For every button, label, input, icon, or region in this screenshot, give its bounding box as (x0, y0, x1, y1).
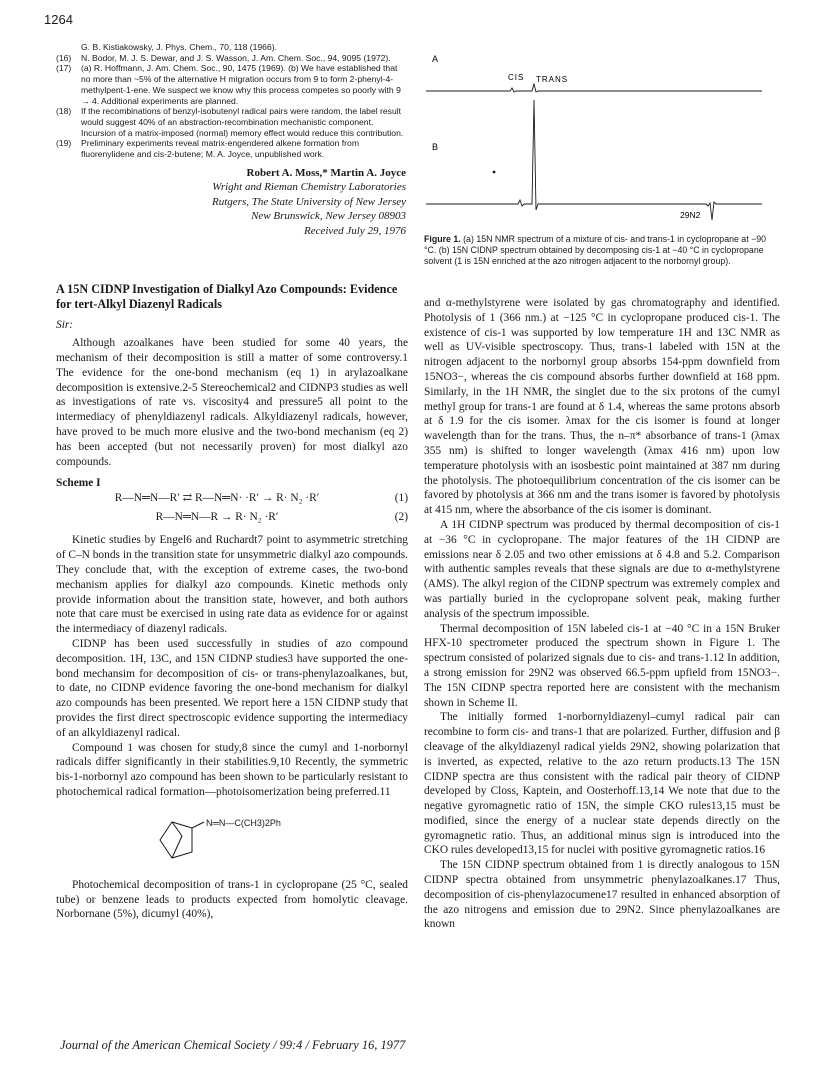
paragraph: Although azoalkanes have been studied for some 40 years, the mechanism of their decomposition is still a matter of some controversy.1 The evidence for the one-bond mechanism (eq 1) in arylazoalkane decomposition is extensive.2-5 Stereochemical2 and CIDNP3 studies as well as investigations of rate vs. viscosity4 and pressure5 all point to the intermediacy of phenyldiazenyl radicals. Alkyldiazenyl radicals, however, have proved to be much more elusive and the two-bond mechanism (eq 2) has been accepted (but not necessarily proven) for most dialkyl azo compounds. (56, 337, 408, 468)
journal-footer: Journal of the American Chemical Society / 99:4 / February 16, 1977 (60, 1038, 406, 1052)
paragraph: Compound 1 was chosen for study,8 since the cumyl and 1-norbornyl radicals differ significantly in their stabilities.9,10 Recently, the symmetric bis-1-norbornyl azo compound has been shown to be particularly resistant to photochemical radical formation—photoisomerization being preferred.11 (56, 741, 408, 798)
cis-label: CIS (508, 73, 525, 82)
caption-text: (a) 15N NMR spectrum of a mixture of cis- and trans-1 in cyclopropane at −90 °C. (b) 15N CIDNP spectrum obtained by decomposing cis-1 at −40 °C in cyclopropane solvent (1 is 15N enriched at the azo nitrogen adjacent to the norbornyl group). (424, 234, 767, 266)
paragraph: Kinetic studies by Engel6 and Ruchardt7 point to asymmetric stretching of C–N bonds in the transition state for unsymmetric dialkyl azo compounds. They conclude that, with the exception of extreme cases, the two-bond mechanism applies for dialkyl azo compounds. Kinetic methods only provide information about the transition state, however, and both authors note that care must be exercised in using rate data as evidence for or against the intermediacy of diazenyl radicals. (56, 534, 408, 636)
salutation: Sir: (56, 319, 74, 332)
reference-item: G. B. Kistiakowsky, J. Phys. Chem., 70, 118 (1966). (81, 42, 277, 52)
reference-item: (17) (a) R. Hoffmann, J. Am. Chem. Soc., 90, 1475 (1969). (b) We have established that no more than ~5% of the alternative H migration occurs from 9 to form 2-phenyl-4-methylpent-1-ene. We suspect we know why this process competes so poorly with 9 → 4. Additional experiments are planned. (56, 63, 401, 106)
affiliation-line: Rutgers, The State University of New Jersey (212, 195, 406, 208)
noise-dot (493, 171, 496, 174)
nmr-spectrum-figure (424, 50, 780, 240)
paragraph: and α-methylstyrene were isolated by gas chromatography and identified. Photolysis of 1 (366 nm.) at −125 °C in cyclopropane produced cis-1. The existence of cis-1 was supported by low temperature 1H and 13C NMR as well as UV-visible spectroscopy. Thus, trans-1 labeled with 15N at the nitrogen adjacent to the norbornyl group absorbs 154-ppm downfield from 15NO3−, whereas the cis compound absorbs further downfield at 168 ppm. Similarly, in the 1H NMR, the singlet due to the six protons of the cumyl methyl group for trans-1 are found at δ 1.4, whereas the same protons absorb at δ 1.9 for the cis isomer. λmax for the cis isomer is found at longer wavelength than for the trans. Thus, the n–π* absorbance of trans-1 (λmax 355 nm) is shifted to longer wavelength (λmax 416 nm) upon low temperature photolysis with an isosbestic point maintained at 387 nm during the photolysis. The photoequilibrium concentration of the cis isomer can be favored by photolysis at 366 nm and the trans isomer is favored by photolysis at 415 nm, where the absorbance of the cis isomer is dominant. (424, 297, 780, 517)
chemical-structure (56, 806, 408, 868)
panel-a-label: A (432, 54, 439, 64)
equation-number: (2) (394, 511, 408, 524)
figure-caption (424, 234, 780, 267)
received-date: Received July 29, 1976 (303, 224, 406, 237)
caption-label: Figure 1. (424, 234, 461, 244)
norbornyl-structure-drawing (152, 810, 322, 866)
equation-number: (1) (394, 492, 408, 505)
equation-1 (56, 489, 408, 508)
reference-item: (19) Preliminary experiments reveal matrix-engendered alkene formation from fluorenylidene and cis-2-butene; M. A. Joyce, unpublished work. (56, 138, 359, 160)
paragraph: The 15N CIDNP spectrum obtained from 1 is directly analogous to 15N CIDNP spectra obtained from unsymmetric phenylazoalkanes.17 Thus, decomposition of cis-phenylazocumene17 resulted in enhanced absorption of the azo nitrogens and emission due to 29N2. Since phenylazoalkanes are known (424, 859, 780, 931)
author-names: Robert A. Moss,* Martin A. Joyce (246, 166, 406, 179)
n2-peak-label: 29N2 (680, 210, 701, 220)
spectrum-b (426, 100, 762, 220)
trans-label: TRANS (536, 75, 569, 84)
affiliation-line: Wright and Rieman Chemistry Laboratories (212, 181, 406, 194)
spectrum-a (426, 84, 762, 92)
equation-body: R—N═N—R′ ⇄ R—N═N· ·R′ → R· N₂ ·R′ (114, 492, 320, 505)
affiliation-line: New Brunswick, New Jersey 08903 (251, 210, 406, 223)
equation-body: R—N═N—R → R· N₂ ·R′ (155, 511, 279, 524)
paragraph: The initially formed 1-norbornyldiazenyl–cumyl radical pair can recombine to form cis- and trans-1 that are polarized. Further, diffusion and β cleavage of the alkyldiazenyl radical yields 29N2, showing polarization that is inverted, as expected, relative to the azo return products.13 The 15N CIDNP spectra are thus consistent with the radical pair theory of CIDNP developed by Closs, Kaptein, and Oosterhoff.13,14 We note that due to the negative gyromagnetic ratio of 15N, the simple CKO rules13,15 must be modified, since the energy of a nuclear state depends directly on the gyromagnetic ratio. Thus, an additional minus sign is introduced into the CKO rules developed13,15 for nuclei with positive gyromagnetic ratios.16 (424, 711, 780, 857)
paragraph: A 1H CIDNP spectrum was produced by thermal decomposition of cis-1 at −36 °C in cyclopropane. The major features of the 1H CIDNP are emissions near δ 2.05 and two other emissions at δ 4.8 and 5.2. Comparison with authentic samples reveals that these signals are due to α-methylstyrene (AMS). The alkyl region of the CIDNP spectrum was extremely complex and was partially buried in the cyclopropane solvent peak, making further analysis of the spectrum impossible. (424, 518, 780, 620)
reference-list (56, 42, 408, 160)
paragraph: Photochemical decomposition of trans-1 in cyclopropane (25 °C, sealed tube) or benzene leads to products expected from homolytic cleavage. Norbornane (5%), dicumyl (40%), (56, 878, 408, 921)
panel-b-label: B (432, 142, 439, 152)
reference-item: (18) If the recombinations of benzyl-isobutenyl radical pairs were random, the label result would suggest 40% of an abstraction-recombination mechanistic component. Incursion of a matrix-imposed (normal) memory effect would reduce this contribution. (56, 106, 404, 138)
scheme-title: Scheme I (56, 477, 101, 490)
article-title: A 15N CIDNP Investigation of Dialkyl Azo Compounds: Evidence for tert-Alkyl Diazenyl Radicals (56, 282, 398, 312)
equation-2 (56, 508, 408, 527)
figure-1 (424, 50, 780, 240)
right-column (424, 296, 780, 932)
author-signature (56, 166, 408, 239)
reference-item: (16) N. Bodor, M. J. S. Dewar, and J. S. Wasson, J. Am. Chem. Soc., 94, 9095 (1972). (56, 52, 391, 63)
structure-label: N═N—C(CH3)2Ph (206, 817, 281, 828)
paragraph: Thermal decomposition of 15N labeled cis-1 at −40 °C in a 15N Bruker HFX-10 spectrometer produced the spectrum shown in Figure 1. The spectrum consisted of polarized signals due to cis- and trans-1.12 In addition, a strong emission for 29N2 was observed 66.5-ppm upfield from 15NO3−. The 15N CIDNP spectra reported here are consistent with the mechanism shown in Scheme II. (424, 622, 780, 709)
paragraph: CIDNP has been used successfully in studies of azo compound decomposition. 1H, 13C, and 15N CIDNP studies3 have supported the one-bond mechansim for decomposition of cis- or trans-phenylazoalkanes, but, to date, no CIDNP evidence favoring the one-bond mechanism for dialkyl azo compounds has been presented. We report here a 15N CIDNP study that provides the first direct spectroscopic evidence supporting the intermediacy of an alkyldiazenyl radical. (56, 637, 408, 739)
left-column (56, 42, 408, 922)
page-number: 1264 (44, 12, 73, 27)
